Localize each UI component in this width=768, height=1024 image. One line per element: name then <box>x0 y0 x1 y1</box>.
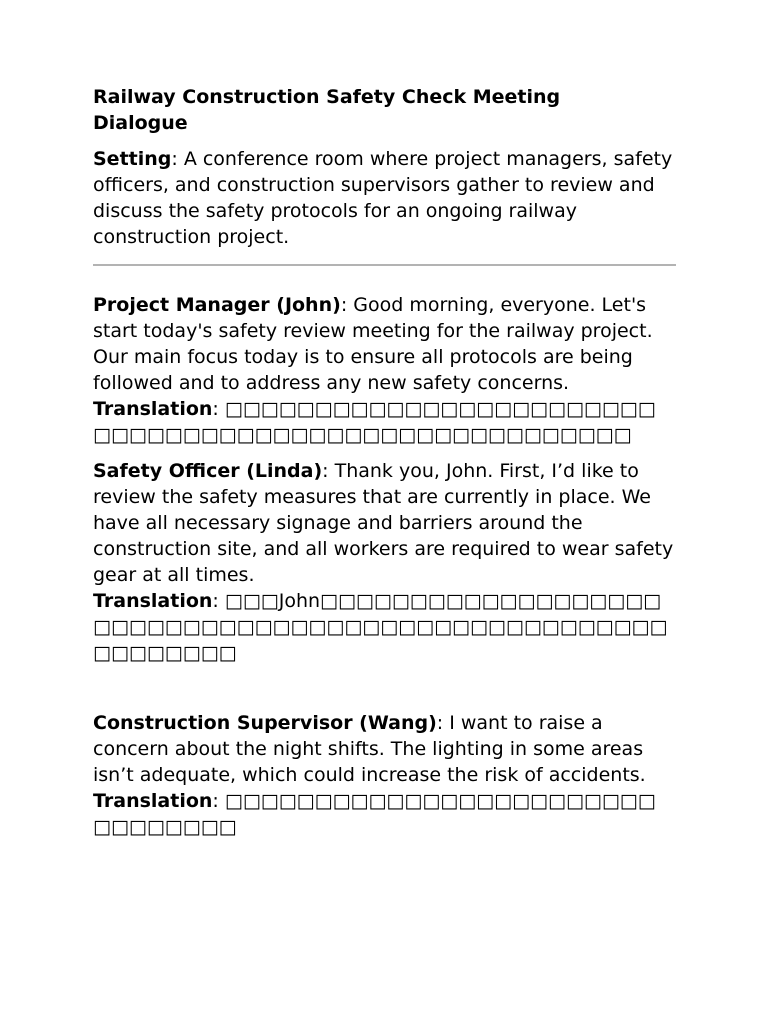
translation-text: : □□□□□□□□□□□□□□□□□□□□□□□□□□□□□□□□□□□□□□□□□□□□□□□□□□□□□□ <box>93 398 656 446</box>
dialogue-text: : I want to raise a concern about the night shifts. The lighting in some areas isn’t adequate, which could increase the risk of accidents. <box>93 712 646 786</box>
dialogue-turn-project-manager <box>93 292 676 448</box>
translation-label: Translation <box>93 590 213 612</box>
translation-text: : □□□John□□□□□□□□□□□□□□□□□□□□□□□□□□□□□□□□□□□□□□□□□□□□□□□□□□□□□□□□□□□ <box>93 590 668 664</box>
translation-line <box>93 396 673 448</box>
translation-line <box>93 588 673 666</box>
translation-label: Translation <box>93 398 213 420</box>
dialogue-turn-safety-officer <box>93 458 676 666</box>
setting-paragraph <box>93 146 676 250</box>
dialogue-text: : Good morning, everyone. Let's start today's safety review meeting for the railway project. Our main focus today is to ensure all protocols are being followed and to address any new safety concerns. <box>93 294 653 394</box>
setting-label: Setting <box>93 148 172 170</box>
dialogue-text: : Thank you, John. First, I’d like to review the safety measures that are currently in place. We have all necessary signage and barriers around the construction site, and all workers are required to wear safety gear at all times. <box>93 460 674 586</box>
speaker-label: Project Manager (John) <box>93 294 341 316</box>
dialogue-line <box>93 458 676 588</box>
setting-text: : A conference room where project managers, safety officers, and construction supervisors gather to review and discuss the safety protocols for an ongoing railway construction project. <box>93 148 673 248</box>
translation-text: : □□□□□□□□□□□□□□□□□□□□□□□□□□□□□□□□ <box>93 790 656 838</box>
translation-label: Translation <box>93 790 213 812</box>
dialogue-turn-construction-supervisor <box>93 710 676 840</box>
section-divider <box>93 264 676 266</box>
speaker-label: Construction Supervisor (Wang) <box>93 712 437 734</box>
speaker-label: Safety Officer (Linda) <box>93 460 323 482</box>
dialogue-line <box>93 710 676 788</box>
document-title: Railway Construction Safety Check Meeting Dialogue <box>93 86 561 134</box>
dialogue-line <box>93 292 676 396</box>
translation-line <box>93 788 673 840</box>
